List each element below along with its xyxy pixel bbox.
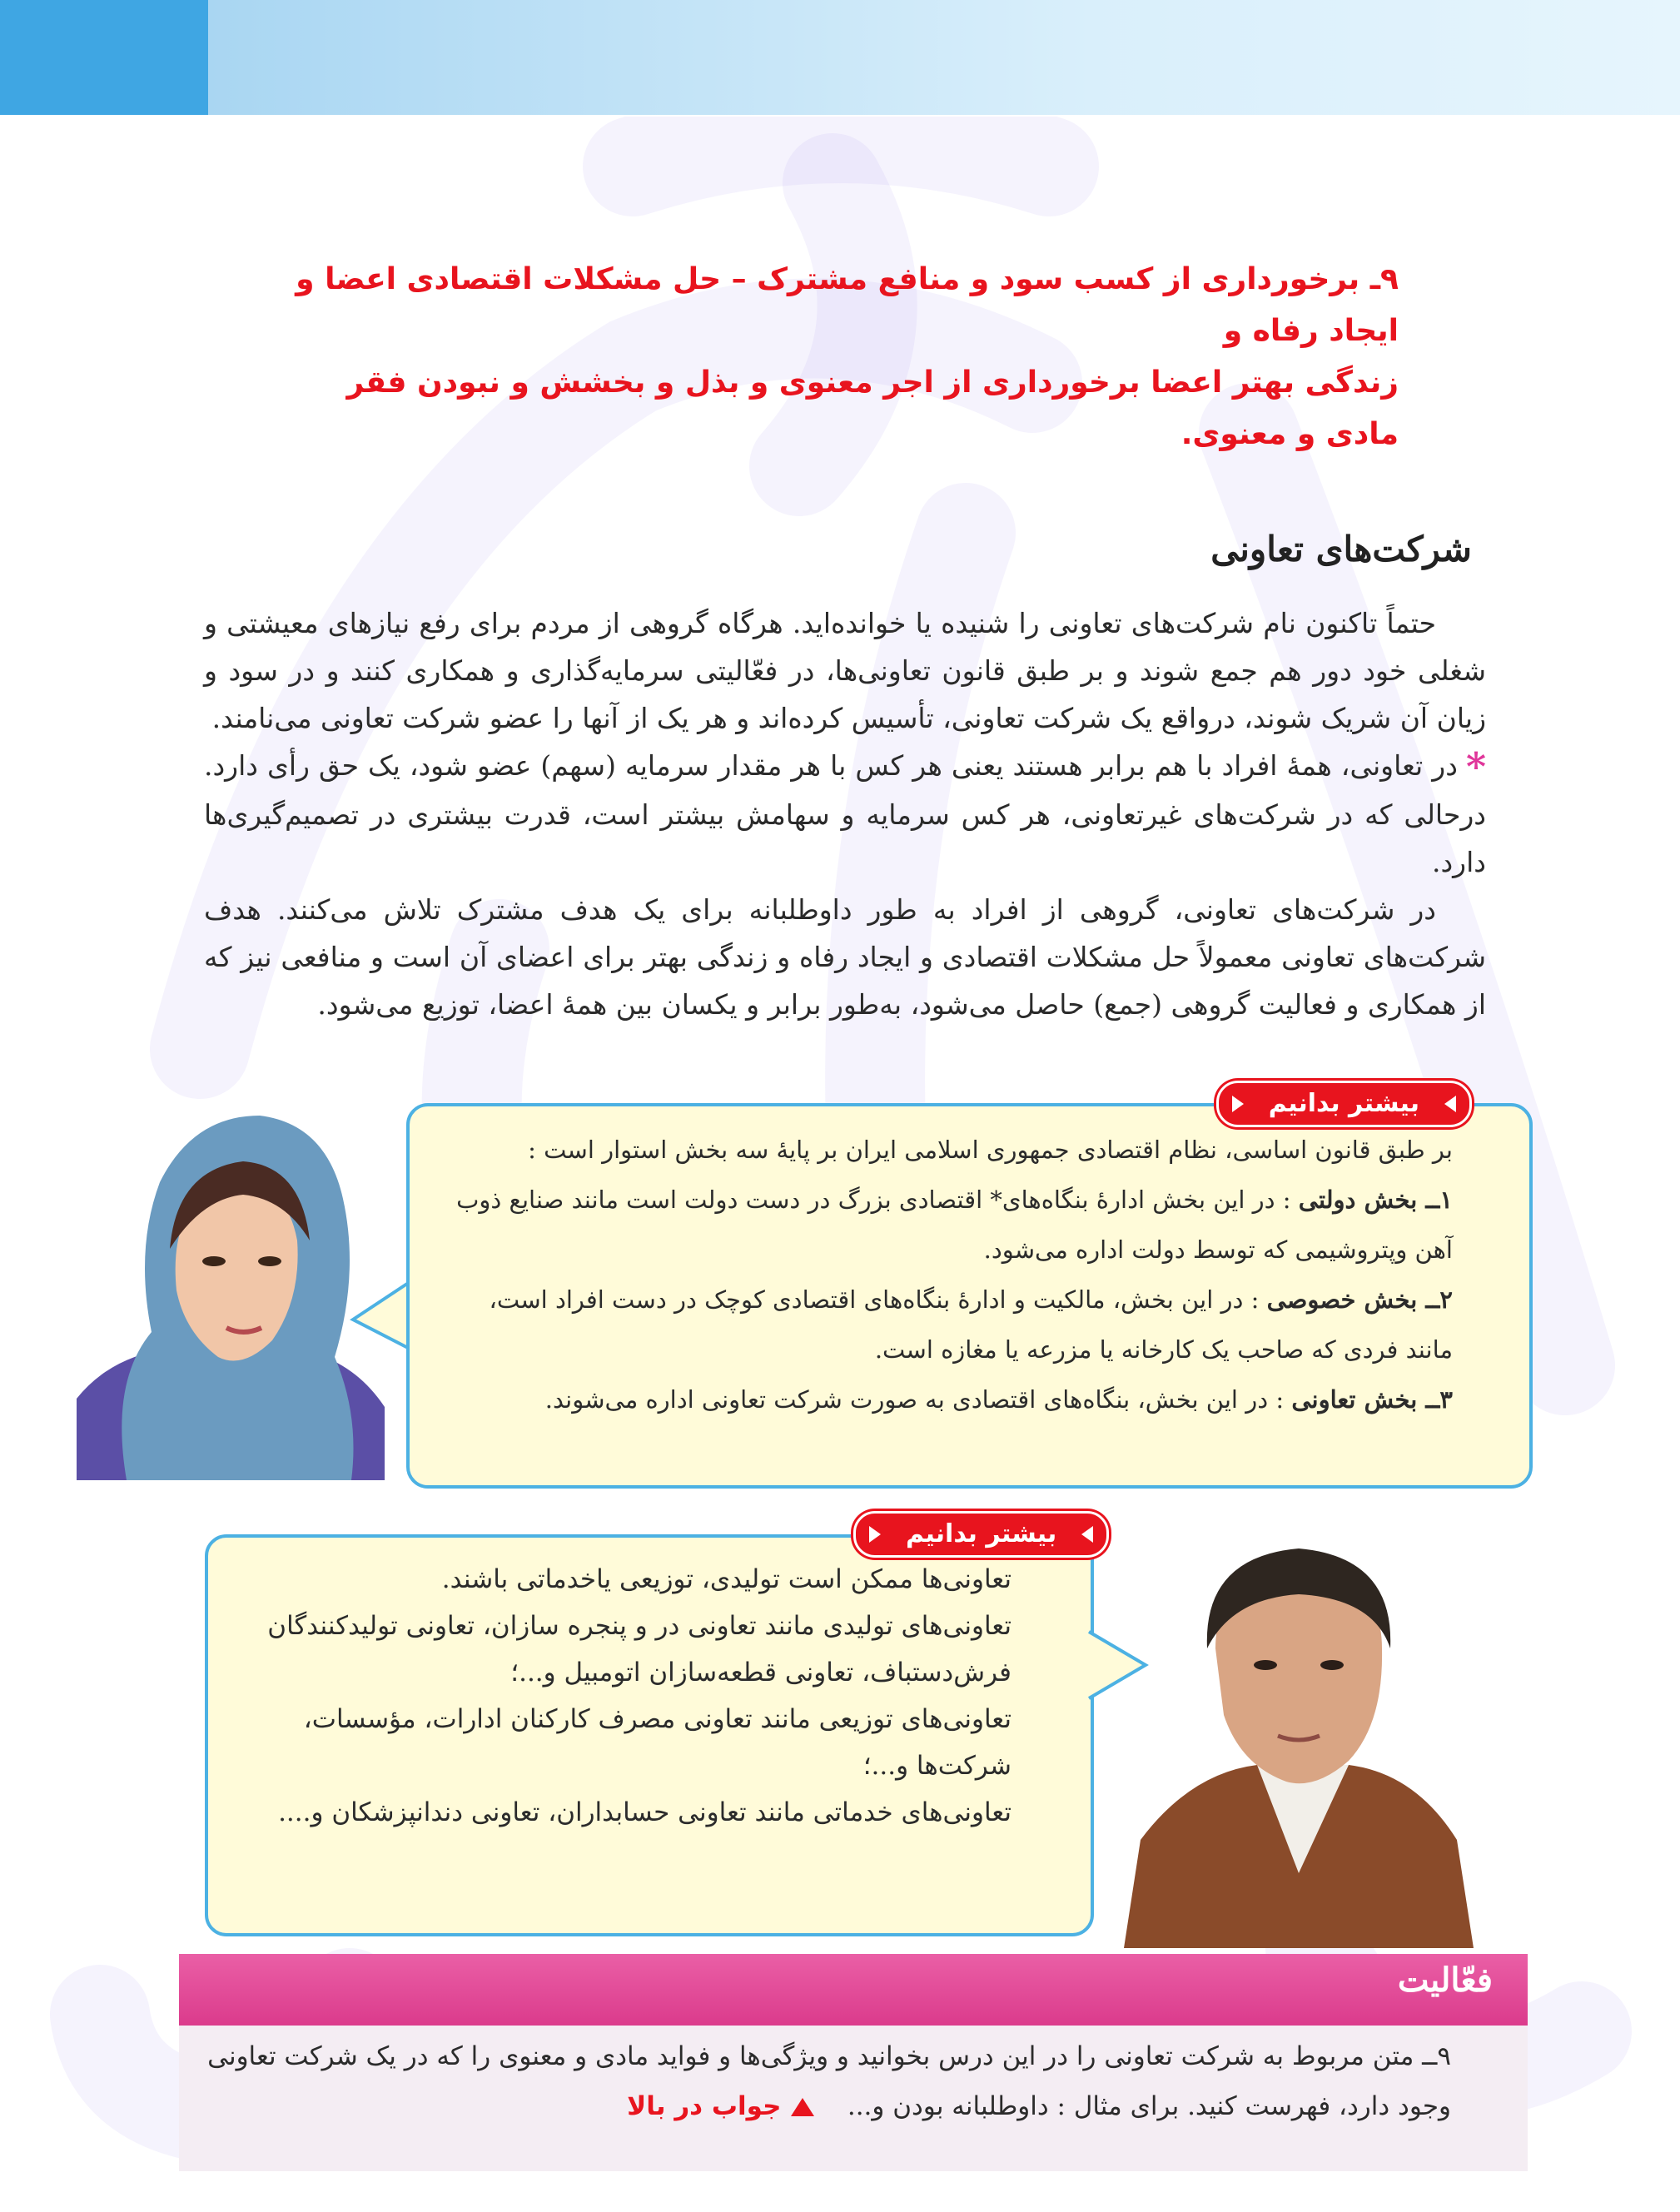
- section-body: [204, 599, 1486, 1028]
- triangle-up-icon: [791, 2098, 814, 2116]
- star-icon: *: [1465, 744, 1486, 789]
- activity-question: [177, 2031, 1451, 2131]
- coop-types-services: تعاونی‌های خدماتی مانند تعاونی حسابداران، تعاونی دندانپزشکان و....: [278, 1797, 1011, 1827]
- sector-state: [437, 1175, 1486, 1275]
- coop-types-distribution: تعاونی‌های توزیعی مانند تعاونی مصرف کارکنان ادارات، مؤسسات، شرکت‌ها و...؛: [303, 1704, 1011, 1781]
- info-box-cooperative-types: [205, 1534, 1094, 1936]
- answer-line-1: ۹ـ برخورداری از کسب سود و منافع مشترک – حل مشکلات اقتصادی اعضا و ایجاد رفاه و: [296, 262, 1399, 348]
- triangle-arrow-icon: [1232, 1096, 1244, 1112]
- triangle-arrow-icon: [1444, 1096, 1456, 1112]
- info-box-cooperative-types-text: [229, 1556, 1045, 1836]
- sector-cooperative-label: ۳ــ بخش تعاونی: [1291, 1385, 1453, 1414]
- paragraph-intro: حتماً تاکنون نام شرکت‌های تعاونی را شنیده یا خوانده‌اید. هرگاه گروهی از مردم برای رفع نیازهای معیشتی و شغلی خود دور هم جمع شوند و بر طبق قانون تعاونی‌ها، در فعّالیتی سرمایه‌گذاری و همکاری کنند و در سود و زیان آن شریک شوند، درواقع یک شرکت تعاونی، تأسیس کرده‌اند و هر یک از آنها را عضو شرکت تعاونی می‌نامند.: [204, 607, 1486, 734]
- section-title: شرکت‌های تعاونی: [1210, 529, 1472, 569]
- coop-types-intro: تعاونی‌ها ممکن است تولیدی، توزیعی یاخدماتی باشند.: [441, 1564, 1011, 1594]
- woman-portrait: [77, 1082, 385, 1480]
- answer-text: [283, 254, 1399, 460]
- learn-more-badge-1-label: بیشتر بدانیم: [1268, 1089, 1419, 1118]
- paragraph-equality-text: در تعاونی، همهٔ افراد با هم برابر هستند یعنی هر کس با هر مقدار سرمایه (سهم) عضو شود، یک حق رأی دارد. درحالی که در شرکت‌های غیرتعاونی، هر کس سرمایه و سهامش بیشتر است، قدرت بیشتری در تصمیم‌گیری‌ها دارد.: [204, 749, 1486, 878]
- sector-private-label: ۲ــ بخش خصوصی: [1266, 1285, 1453, 1314]
- header-bar-accent: [0, 0, 208, 115]
- triangle-arrow-icon: [1081, 1526, 1093, 1543]
- learn-more-badge-1: [1216, 1081, 1472, 1127]
- triangle-arrow-icon: [869, 1526, 881, 1543]
- sector-private: [437, 1275, 1486, 1374]
- learn-more-badge-2-label: بیشتر بدانیم: [906, 1519, 1057, 1548]
- sector-state-text: : در این بخش ادارهٔ بنگاه‌های* اقتصادی بزرگ در دست دولت است مانند صنایع ذوب آهن وپتروشیمی که توسط دولت اداره می‌شود.: [456, 1186, 1453, 1264]
- coop-types-production: تعاونی‌های تولیدی مانند تعاونی در و پنجره سازان، تعاونی تولیدکنندگان فرش‌دستباف، تعاونی قطعه‌سازان اتومبیل و...؛: [267, 1611, 1011, 1688]
- activity-text: [177, 2031, 1451, 2131]
- sector-state-label: ۱ــ بخش دولتی: [1298, 1186, 1453, 1214]
- sector-cooperative-text: : در این بخش، بنگاه‌های اقتصادی به صورت شرکت تعاونی اداره می‌شوند.: [544, 1385, 1292, 1414]
- man-portrait: [1124, 1524, 1474, 1948]
- activity-title: فعّالیت: [1397, 1961, 1493, 2000]
- info-box-economic-sectors-text: [437, 1125, 1486, 1424]
- info-box-economic-sectors: [406, 1103, 1533, 1489]
- sectors-intro: بر طبق قانون اساسی، نظام اقتصادی جمهوری اسلامی ایران بر پایهٔ سه بخش استوار است :: [528, 1136, 1453, 1164]
- learn-more-badge-2: [853, 1511, 1109, 1558]
- paragraph-goal: در شرکت‌های تعاونی، گروهی از افراد به طور داوطلبانه برای یک هدف مشترک تلاش می‌کنند. هدف شرکت‌های تعاونی معمولاً حل مشکلات اقتصادی و ایجاد رفاه و زندگی بهتر برای اعضای آن است و منافعی نیز که از همکاری و فعالیت گروهی (جمع) حاصل می‌شود، به‌طور برابر و یکسان بین همهٔ اعضا، توزیع می‌شود.: [204, 893, 1486, 1021]
- activity-header-bar: [179, 1954, 1528, 2026]
- header-bar: [208, 0, 1680, 115]
- activity-question-text: ۹ــ متن مربوط به شرکت تعاونی را در این درس بخوانید و ویژگی‌ها و فواید مادی و معنوی را که در یک شرکت تعاونی وجود دارد، فهرست کنید. برای مثال : داوطلبانه بودن و...: [207, 2041, 1451, 2121]
- sector-cooperative: [437, 1374, 1486, 1424]
- answer-line-2: زندگی بهتر اعضا برخورداری از اجر معنوی و بذل و بخشش و نبودن فقر مادی و معنوی.: [346, 365, 1399, 451]
- answer-reference: [627, 2091, 814, 2121]
- paragraph-equality: [204, 742, 1486, 886]
- answer-reference-label: جواب در بالا: [627, 2091, 782, 2121]
- sector-private-text: : در این بخش، مالکیت و ادارهٔ بنگاه‌های اقتصادی کوچک در دست افراد است، مانند فردی که صاحب یک کارخانه یا مزرعه یا مغازه است.: [489, 1285, 1453, 1364]
